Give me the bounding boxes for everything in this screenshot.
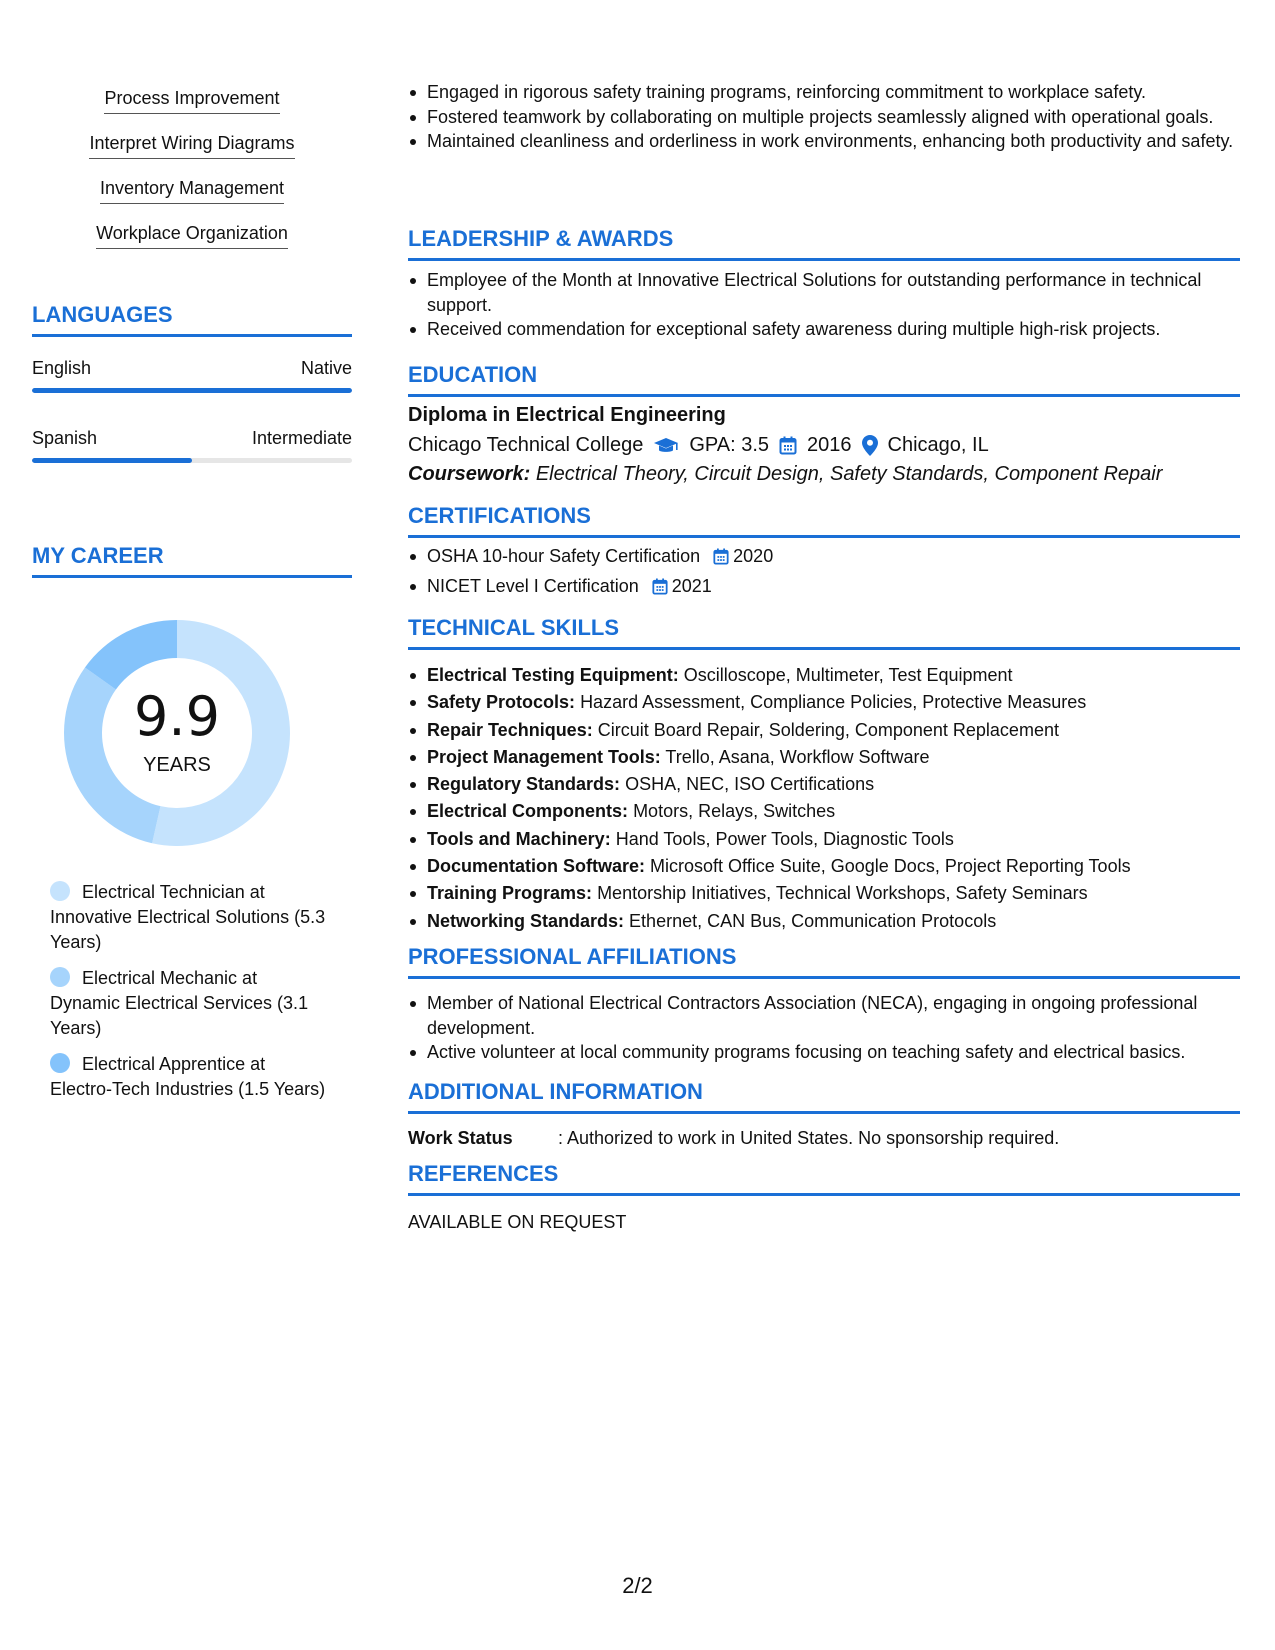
certifications-heading: CERTIFICATIONS — [408, 503, 1240, 538]
list-item: OSHA 10-hour Safety Certification 2020 — [408, 543, 1240, 573]
skill-tag[interactable]: Interpret Wiring Diagrams — [32, 133, 352, 159]
language-level: Native — [300, 358, 352, 378]
list-item: Electrical Testing Equipment: Oscilloscope, Multimeter, Test Equipment — [408, 662, 1240, 689]
list-item: Safety Protocols: Hazard Assessment, Compliance Policies, Protective Measures — [408, 689, 1240, 716]
legend-dot-icon — [50, 967, 70, 987]
list-item: Active volunteer at local community programs focusing on teaching safety and electrical basics. — [408, 1040, 1240, 1065]
graduation-cap-icon — [653, 437, 679, 455]
career-legend-item: Electrical Technician at Innovative Electrical Solutions (5.3 Years) — [50, 882, 326, 952]
list-item: Received commendation for exceptional safety awareness during multiple high-risk projects. — [408, 317, 1240, 342]
language-proficiency-bar — [32, 388, 352, 393]
work-status-row — [408, 1128, 1059, 1149]
technical-skills-heading: TECHNICAL SKILLS — [408, 615, 1240, 650]
work-status-value: : Authorized to work in United States. No sponsorship required. — [558, 1128, 1060, 1148]
leadership-heading: LEADERSHIP & AWARDS — [408, 226, 1240, 261]
affiliations-heading: PROFESSIONAL AFFILIATIONS — [408, 944, 1240, 979]
list-item: Repair Techniques: Circuit Board Repair, Soldering, Component Replacement — [408, 717, 1240, 744]
experience-bullets — [408, 80, 1240, 154]
coursework-label: Coursework: — [408, 463, 531, 485]
education-details — [408, 434, 989, 457]
career-heading: MY CAREER — [32, 543, 352, 578]
list-item: Engaged in rigorous safety training programs, reinforcing commitment to workplace safety. — [408, 80, 1240, 105]
legend-dot-icon — [50, 881, 70, 901]
education-degree: Diploma in Electrical Engineering — [408, 404, 726, 426]
work-status-label: Work Status — [408, 1128, 513, 1148]
list-item: Training Programs: Mentorship Initiatives, Technical Workshops, Safety Seminars — [408, 880, 1240, 907]
page-number: 2/2 — [622, 1573, 653, 1598]
technical-skills-list — [408, 662, 1240, 935]
education-school: Chicago Technical College — [408, 434, 644, 456]
references-text: AVAILABLE ON REQUEST — [408, 1212, 627, 1232]
list-item: Employee of the Month at Innovative Electrical Solutions for outstanding performance in technical support. — [408, 268, 1240, 317]
language-proficiency-fill — [32, 458, 192, 463]
list-item: Fostered teamwork by collaborating on multiple projects seamlessly aligned with operational goals. — [408, 105, 1240, 130]
affiliations-list — [408, 991, 1240, 1065]
list-item: Electrical Components: Motors, Relays, Switches — [408, 798, 1240, 825]
language-name: English — [32, 358, 92, 378]
language-level: Intermediate — [251, 428, 352, 448]
career-legend-item: Electrical Mechanic at Dynamic Electrical Services (3.1 Years) — [50, 968, 309, 1038]
career-legend-item: Electrical Apprentice at Electro-Tech Industries (1.5 Years) — [50, 1054, 326, 1099]
calendar-icon — [713, 546, 729, 573]
career-total — [64, 620, 290, 846]
list-item: Member of National Electrical Contractors Association (NECA), engaging in ongoing professional development. — [408, 991, 1240, 1040]
language-proficiency-fill — [32, 388, 352, 393]
education-gpa: GPA: 3.5 — [689, 434, 770, 456]
skill-tag[interactable]: Workplace Organization — [32, 223, 352, 249]
education-coursework — [408, 463, 1162, 486]
leadership-list — [408, 268, 1240, 342]
education-heading: EDUCATION — [408, 362, 1240, 397]
language-name: Spanish — [32, 428, 98, 448]
calendar-icon — [652, 576, 668, 603]
references-heading: REFERENCES — [408, 1161, 1240, 1196]
education-location: Chicago, IL — [887, 434, 989, 456]
language-row — [32, 428, 352, 449]
list-item: NICET Level I Certification 2021 — [408, 573, 1240, 603]
languages-heading: LANGUAGES — [32, 302, 352, 337]
list-item: Project Management Tools: Trello, Asana, Workflow Software — [408, 744, 1240, 771]
list-item: Documentation Software: Microsoft Office Suite, Google Docs, Project Reporting Tools — [408, 853, 1240, 880]
calendar-icon — [779, 436, 797, 455]
list-item: Networking Standards: Ethernet, CAN Bus, Communication Protocols — [408, 908, 1240, 935]
legend-dot-icon — [50, 1053, 70, 1073]
career-total-label: YEARS — [143, 753, 211, 776]
education-year: 2016 — [807, 434, 852, 456]
list-item: Regulatory Standards: OSHA, NEC, ISO Certifications — [408, 771, 1240, 798]
certifications-list — [408, 543, 1240, 603]
language-row — [32, 358, 352, 379]
language-proficiency-bar — [32, 458, 352, 463]
additional-info-heading: ADDITIONAL INFORMATION — [408, 1079, 1240, 1114]
list-item: Tools and Machinery: Hand Tools, Power Tools, Diagnostic Tools — [408, 826, 1240, 853]
list-item: Maintained cleanliness and orderliness in work environments, enhancing both productivity and safety. — [408, 129, 1240, 154]
career-total-years: 9.9 — [134, 684, 220, 748]
skill-tag[interactable]: Inventory Management — [32, 178, 352, 204]
coursework-text: Electrical Theory, Circuit Design, Safety Standards, Component Repair — [535, 463, 1163, 485]
map-pin-icon — [862, 435, 878, 456]
skill-tag[interactable]: Process Improvement — [32, 88, 352, 114]
